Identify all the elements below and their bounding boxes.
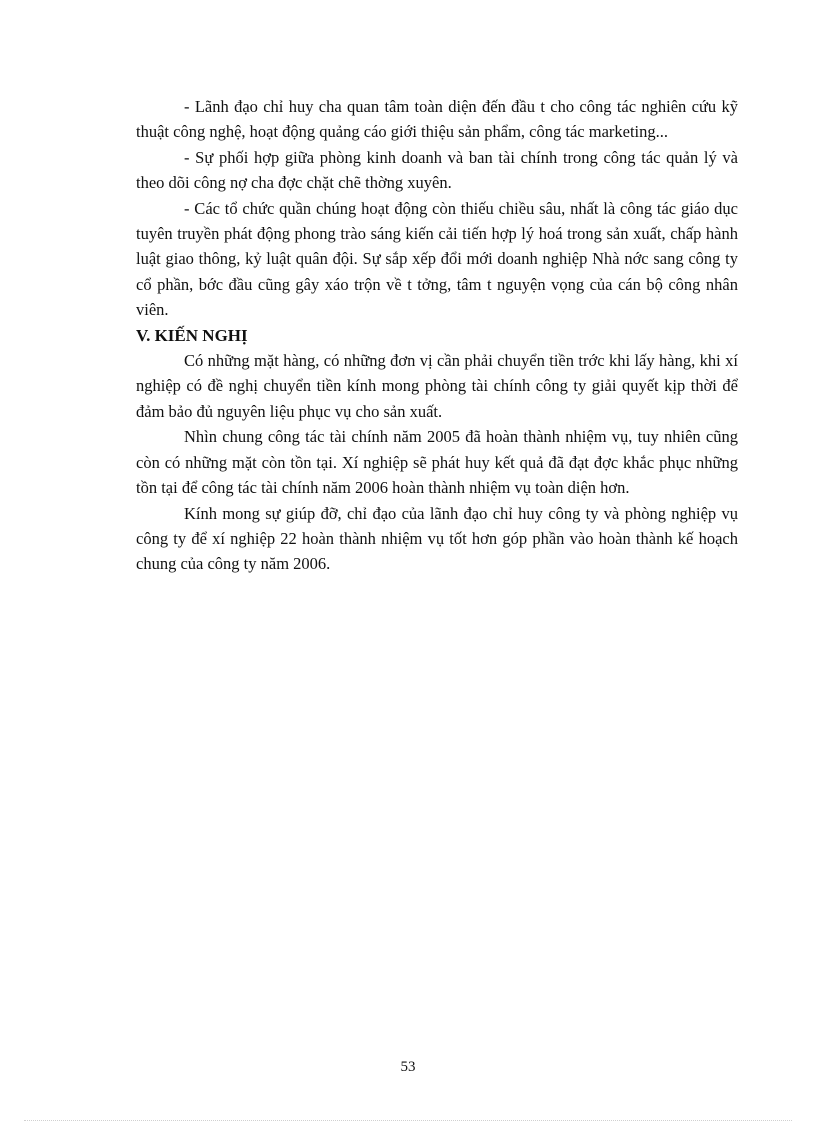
paragraph-recommendation-3: Kính mong sự giúp đỡ, chỉ đạo của lãnh đạo chỉ huy công ty và phòng nghiệp vụ công ty để xí nghiệp 22 hoàn thành nhiệm vụ tốt hơn góp phần vào hoàn thành kế hoạch chung của công ty năm 2006.: [136, 503, 738, 574]
paragraph-mass-organizations: - Các tổ chức quần chúng hoạt động còn thiếu chiều sâu, nhất là công tác giáo dục tuyên truyền phát động phong trào sáng kiến cải tiến hợp lý hoá trong sản xuất, chấp hành luật giao thông, kỷ luật quân đội. Sự sắp xếp đổi mới doanh nghiệp Nhà nớc sang công ty cổ phần, bớc đầu cũng gây xáo trộn về t tởng, tâm t nguyện vọng của cán bộ công nhân viên.: [136, 198, 738, 320]
page-number: 53: [400, 1059, 416, 1075]
document-body: [136, 94, 738, 577]
paragraph-recommendation-1: Có những mặt hàng, có những đơn vị cần phải chuyển tiền trớc khi lấy hàng, khi xí nghiệp có đề nghị chuyển tiền kính mong phòng tài chính công ty giải quyết kịp thời để đảm bảo đủ nguyên liệu phục vụ cho sản xuất.: [136, 351, 738, 421]
paragraph-recommendation-2: Nhìn chung công tác tài chính năm 2005 đã hoàn thành nhiệm vụ, tuy nhiên cũng còn có những mặt còn tồn tại. Xí nghiệp sẽ phát huy kết quả đã đạt đợc khắc phục những tồn tại để công tác tài chính năm 2006 hoàn thành nhiệm vụ toàn diện hơn.: [136, 427, 738, 498]
page-bottom-divider: [24, 1120, 792, 1121]
paragraph-coordination: - Sự phối hợp giữa phòng kinh doanh và ban tài chính trong công tác quản lý và theo dõi công nợ cha đợc chặt chẽ thờng xuyên.: [136, 147, 738, 193]
section-heading: V. KIẾN NGHỊ: [136, 325, 248, 345]
paragraph-leadership: - Lãnh đạo chỉ huy cha quan tâm toàn diện đến đầu t cho công tác nghiên cứu kỹ thuật công nghệ, hoạt động quảng cáo giới thiệu sản phẩm, công tác marketing...: [136, 97, 738, 142]
